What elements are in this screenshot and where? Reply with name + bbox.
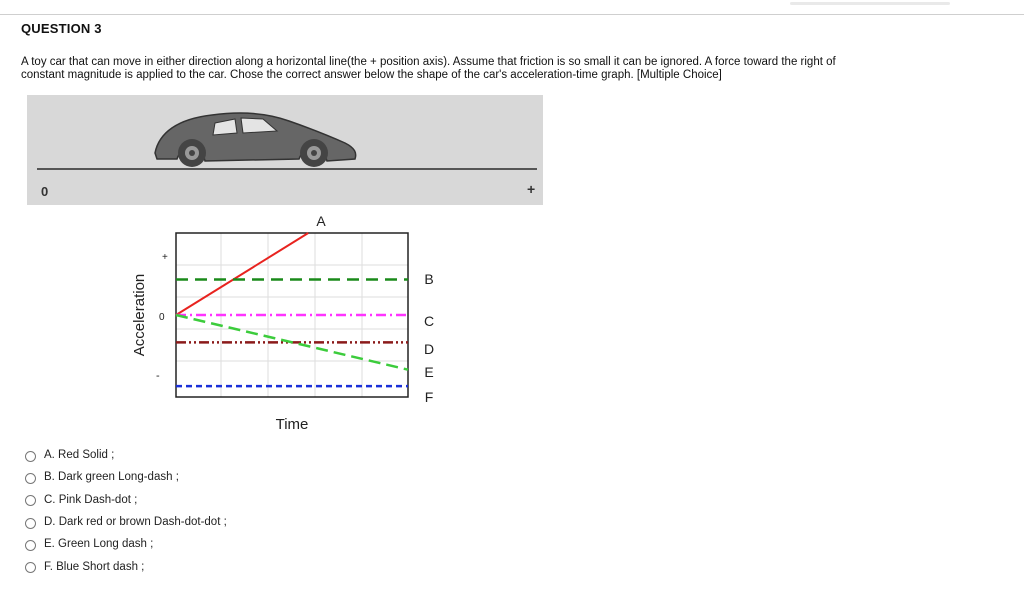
radio-button-f[interactable] xyxy=(25,562,36,573)
option-d[interactable] xyxy=(25,511,227,533)
radio-button-c[interactable] xyxy=(25,495,36,506)
option-f[interactable] xyxy=(25,555,227,577)
option-c[interactable] xyxy=(25,489,227,511)
ytick-zero: 0 xyxy=(159,312,165,323)
line-label-b: B xyxy=(424,271,434,287)
top-divider xyxy=(0,14,1024,15)
option-f-label[interactable]: F. Blue Short dash ; xyxy=(44,560,145,573)
radio-button-d[interactable] xyxy=(25,518,36,529)
line-label-c: C xyxy=(423,313,435,329)
option-b-label[interactable]: B. Dark green Long-dash ; xyxy=(44,471,179,484)
line-label-e: E xyxy=(424,364,434,380)
option-a-label[interactable]: A. Red Solid ; xyxy=(44,449,115,462)
series-a-red-solid xyxy=(176,233,308,315)
line-label-f: F xyxy=(424,389,434,405)
radio-button-b[interactable] xyxy=(25,473,36,484)
option-e-label[interactable]: E. Green Long dash ; xyxy=(44,538,154,551)
question-text-line-1: A toy car that can move in either direction along a horizontal line(the + position axis). Assume that friction is so small it can be ignored. A force toward the right of xyxy=(21,56,836,68)
ytick-minus: - xyxy=(156,370,160,382)
question-text xyxy=(21,56,1011,82)
y-axis-label: Acceleration xyxy=(131,273,148,357)
x-axis-label: Time xyxy=(275,416,309,433)
question-text-line-2: constant magnitude is applied to the car. Chose the correct answer below the shape of the car's acceleration-time graph. [Multiple Choice] xyxy=(21,69,722,81)
axis-plus-label: + xyxy=(527,181,536,197)
option-e[interactable] xyxy=(25,533,227,555)
axis-origin-label: 0 xyxy=(41,184,49,199)
answer-options xyxy=(25,444,227,578)
toy-car-figure xyxy=(27,95,543,205)
option-a[interactable] xyxy=(25,444,227,466)
line-label-d: D xyxy=(423,341,435,357)
ytick-plus: + xyxy=(162,252,168,263)
option-d-label[interactable]: D. Dark red or brown Dash-dot-dot ; xyxy=(44,516,227,529)
top-scroll-accent xyxy=(790,2,950,5)
question-title: QUESTION 3 xyxy=(21,21,102,36)
acceleration-time-graph xyxy=(120,205,450,445)
line-label-a: A xyxy=(316,213,326,229)
option-b[interactable] xyxy=(25,466,227,488)
option-c-label[interactable]: C. Pink Dash-dot ; xyxy=(44,493,138,506)
radio-button-e[interactable] xyxy=(25,540,36,551)
radio-button-a[interactable] xyxy=(25,451,36,462)
